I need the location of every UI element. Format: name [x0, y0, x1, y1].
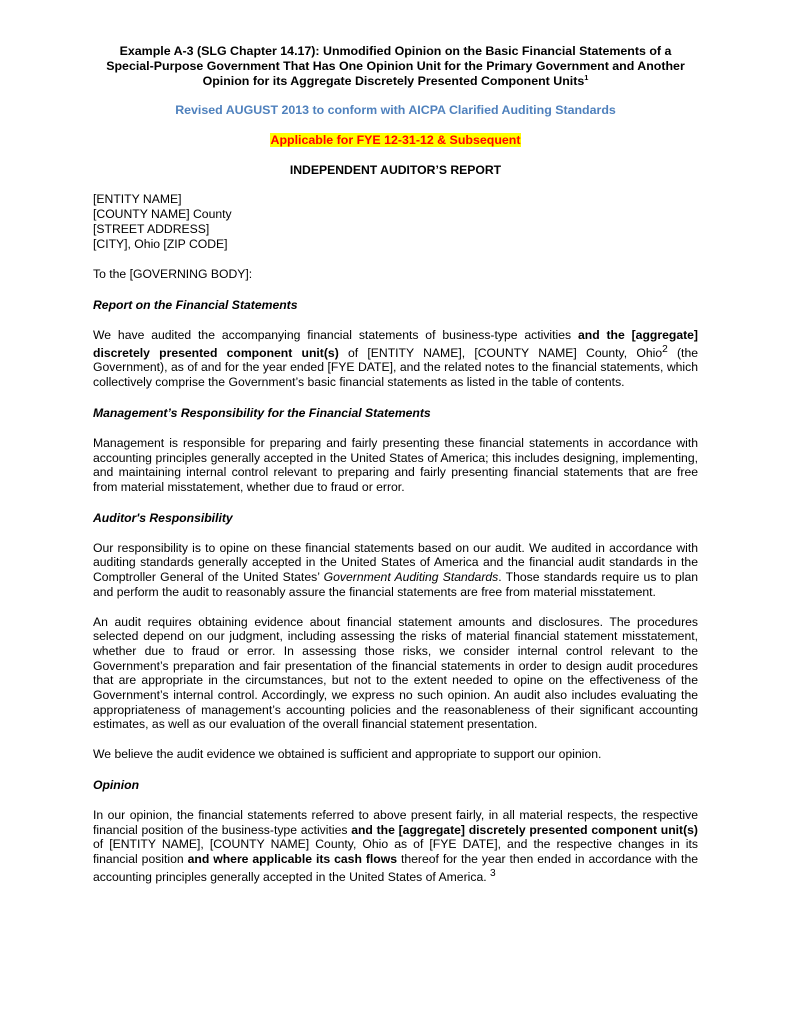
text-run: (the Government), as of and for the year ended [FYE DATE], and the related notes to the financial statements, which collectively comprise the Government’s basic financial statements as listed in the table of contents. [93, 345, 698, 390]
paragraph-report [93, 328, 698, 390]
title-line-3-text: Opinion for its Aggregate Discretely Presented Component Units [202, 74, 585, 88]
title-line-3 [93, 74, 698, 89]
footnote-ref: 3 [490, 867, 496, 879]
bold-run: and where applicable its cash flows [187, 851, 397, 866]
applicable-highlight: Applicable for FYE 12-31-12 & Subsequent [270, 133, 521, 147]
applicable-note [93, 133, 698, 148]
title-footnote: 1 [584, 72, 589, 82]
text-run: of [ENTITY NAME], [COUNTY NAME] County, Ohio [338, 345, 663, 360]
text-run: Our responsibility is to opine on these financial statements based on our audit. We audited in accordance with auditing standards generally accepted in the United States of America and the financial audit standards in the Comptroller General of the United States’ [93, 540, 698, 585]
address-city: [CITY], Ohio [ZIP CODE] [93, 237, 228, 251]
bold-run: and the [aggregate] discretely presented component unit(s) [351, 822, 698, 837]
address-street: [STREET ADDRESS] [93, 222, 210, 236]
text-run: thereof for the year then ended in accordance with the accounting principles generally accepted in the United States of America. [93, 851, 698, 884]
bold-run: and the [aggregate] discretely presented component unit(s) [93, 328, 698, 360]
paragraph-auditor-2: An audit requires obtaining evidence about financial statement amounts and disclosures. The procedures selected depend on our judgment, including assessing the risks of material financial statement misstatement, whether due to fraud or error. In assessing those risks, we consider internal control relevant to the Government’s preparation and fair presentation of the financial statements in order to design audit procedures that are appropriate in the circumstances, but not to the extent needed to opine on the effectiveness of the Government’s internal control. Accordingly, we express no such opinion. An audit also includes evaluating the appropriateness of management’s accounting policies and the reasonableness of their significant accounting estimates, as well as our evaluation of the overall financial statement presentation. [93, 614, 698, 732]
paragraph-management: Management is responsible for preparing and fairly presenting these financial statements in accordance with accounting principles generally accepted in the United States of America; this includes designing, implementing, and maintaining internal control relevant to preparing and fairly presenting financial statements that are free from material misstatement, whether due to fraud or error. [93, 435, 698, 494]
section-heading-opinion: Opinion [93, 777, 140, 792]
text-run: . Those standards require us to plan and perform the audit to reasonably assure the financial statements are free from material misstatement. [93, 570, 698, 599]
text-run: We have audited the accompanying financial statements of business-type activities [93, 328, 578, 342]
section-heading-report: Report on the Financial Statements [93, 298, 298, 312]
address-county: [COUNTY NAME] County [93, 207, 232, 221]
section-heading-management: Management’s Responsibility for the Financial Statements [93, 405, 431, 420]
footnote-ref: 2 [662, 343, 668, 355]
document-title [93, 44, 698, 89]
paragraph-auditor-3: We believe the audit evidence we obtained is sufficient and appropriate to support our opinion. [93, 747, 602, 762]
text-run: In our opinion, the financial statements referred to above present fairly, in all material respects, the respective financial position of the business-type activities [93, 807, 698, 837]
document-page [93, 44, 698, 884]
revised-note: Revised AUGUST 2013 to conform with AICPA Clarified Auditing Standards [175, 103, 616, 117]
italic-run: Government Auditing Standards [323, 570, 499, 585]
title-line-1: Example A-3 (SLG Chapter 14.17): Unmodified Opinion on the Basic Financial Statements of a [119, 44, 672, 58]
address-entity: [ENTITY NAME] [93, 192, 182, 206]
salutation: To the [GOVERNING BODY]: [93, 267, 253, 281]
address-block [93, 192, 698, 252]
section-heading-auditor: Auditor's Responsibility [93, 510, 233, 525]
title-line-2: Special-Purpose Government That Has One Opinion Unit for the Primary Government and Another [106, 59, 685, 73]
paragraph-auditor-1 [93, 541, 698, 600]
text-run: of [ENTITY NAME], [COUNTY NAME] County, Ohio as of [FYE DATE], and the respective changes in its financial position [93, 837, 698, 866]
paragraph-opinion [93, 808, 698, 885]
report-title: INDEPENDENT AUDITOR’S REPORT [289, 163, 502, 177]
